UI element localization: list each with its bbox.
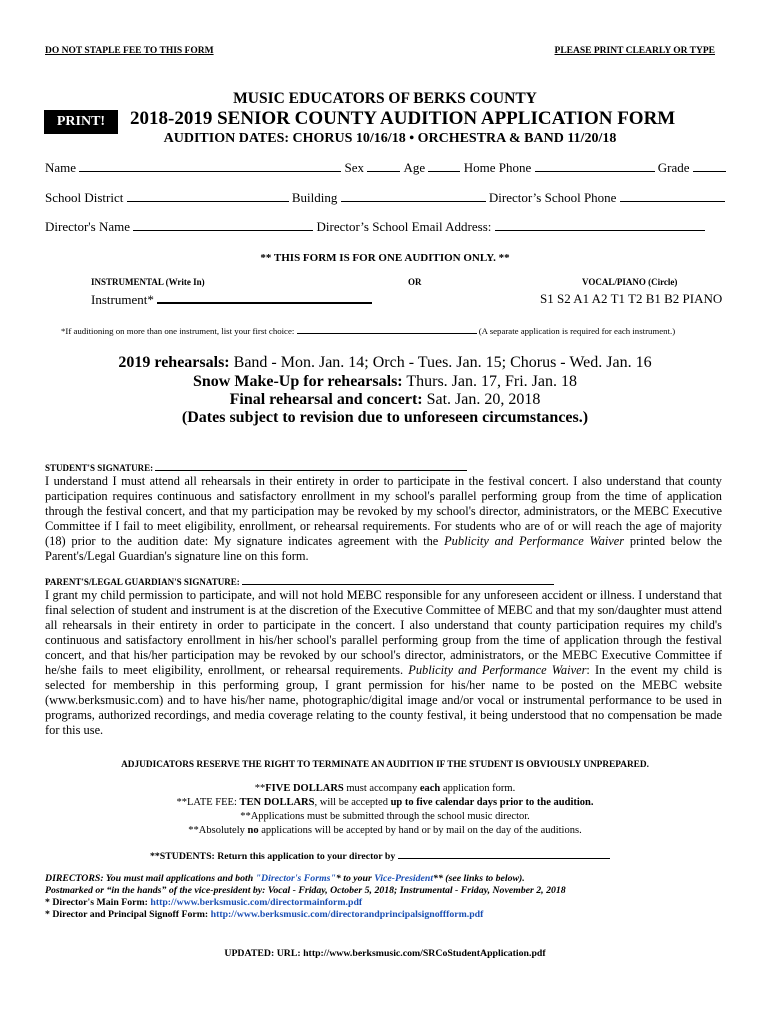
waiver-text: : In the event my child is selected for membership in this performing group, I grant permission for his/her name to be posted on the MEBC website (www.berksmusic.com) and to have his/her name, photographic/digital image and/or vocal or instrumental performance to be used in programs, authorized recordings, and media coverage relating to the county festival, it being understood that no compensation be made for this use. xyxy=(45,663,722,737)
main-form-label: * Director's Main Form: xyxy=(45,897,151,908)
school-district-label: School District xyxy=(45,190,124,205)
student-signature-label: STUDENT'S SIGNATURE: xyxy=(45,463,154,473)
instrument-field[interactable] xyxy=(157,291,372,304)
separate-application-note: (A separate application is required for each instrument.) xyxy=(478,326,676,336)
directors-email-label: Director’s School Email Address: xyxy=(316,219,492,234)
rehearsals-heading: 2019 rehearsals: xyxy=(118,354,230,371)
snow-makeup-line xyxy=(0,373,770,391)
multi-instrument-note: *If auditioning on more than one instrument, list your first choice: xyxy=(61,326,295,336)
print-button[interactable]: PRINT! xyxy=(44,110,118,134)
fee-text: must accompany xyxy=(343,783,420,794)
directors-email-field[interactable] xyxy=(495,219,705,231)
name-row xyxy=(45,160,726,176)
snow-makeup-heading: Snow Make-Up for rehearsals: xyxy=(193,373,403,390)
late-fee-text: , will be accepted xyxy=(314,797,391,808)
sex-label: Sex xyxy=(344,160,365,175)
instrument-label: Instrument* xyxy=(91,292,154,307)
vocal-options[interactable]: S1 S2 A1 A2 T1 T2 B1 B2 PIANO xyxy=(540,291,723,306)
age-field[interactable] xyxy=(428,160,460,172)
no-day-of-text: applications will be accepted by hand or by mail on the day of the auditions. xyxy=(258,825,582,836)
rehearsals-dates: Band - Mon. Jan. 14; Orch - Tues. Jan. 15; Chorus - Wed. Jan. 16 xyxy=(229,354,652,371)
students-return-row xyxy=(150,850,610,862)
name-field[interactable] xyxy=(79,160,341,172)
postmark-deadlines: Postmarked or “in the hands” of the vice-president by: Vocal - Friday, October 5, 2018; Instrumental - Friday, November 2, 2018 xyxy=(45,885,566,896)
one-audition-note: ** THIS FORM IS FOR ONE AUDITION ONLY. ** xyxy=(260,252,510,264)
parent-signature-row xyxy=(45,576,554,587)
directors-phone-label: Director’s School Phone xyxy=(488,190,617,205)
no-day-of-note xyxy=(0,825,770,836)
student-signature-row xyxy=(45,462,467,473)
late-fee-line xyxy=(0,797,770,808)
submission-note: **Applications must be submitted through the school music director. xyxy=(240,811,530,822)
main-form-row xyxy=(45,897,362,908)
school-district-field[interactable] xyxy=(127,190,289,202)
no-day-of-emphasis: no xyxy=(247,825,259,836)
signoff-form-row xyxy=(45,909,483,920)
grade-label: Grade xyxy=(657,160,690,175)
home-phone-label: Home Phone xyxy=(463,160,532,175)
student-agreement-end: printed below the Parent's/Legal Guardian's signature line on this form. xyxy=(45,534,723,563)
dates-disclaimer: (Dates subject to revision due to unforeseen circumstances.) xyxy=(181,409,589,426)
director-row xyxy=(45,219,705,235)
organization-name: MUSIC EDUCATORS OF BERKS COUNTY xyxy=(233,90,537,107)
final-rehearsal-heading: Final rehearsal and concert: xyxy=(229,391,423,408)
directors-forms-link[interactable]: "Director's Forms" xyxy=(255,873,336,884)
sex-field[interactable] xyxy=(367,160,400,172)
audition-dates: AUDITION DATES: CHORUS 10/16/18 • ORCHESTRA & BAND 11/20/18 xyxy=(163,131,617,146)
name-label: Name xyxy=(45,160,77,175)
home-phone-field[interactable] xyxy=(535,160,655,172)
directors-phone-field[interactable] xyxy=(620,190,725,202)
late-fee-amount: TEN DOLLARS xyxy=(239,797,315,808)
students-return-label: **STUDENTS: Return this application to your director by xyxy=(150,851,396,862)
parent-agreement-text: I grant my child permission to participate, and will not hold MEBC responsible for any unforeseen accident or illness. I understand that final selection of student and instrument is at the discretion of the Executive Committee of MEBC and that my son/daughter must attend all rehearsals in their entirety in order to participate in the concert. I also understand that county participation requires my child's continuous and satisfactory enrollment in his/her school's parallel performing group from the time of application through the festival concert, and that his/her participation may be revoked by our school's director, administrators, or the MEBC Executive Committee if he/she fails to meet eligibility, enrollment, or rehearsal requirements. xyxy=(45,588,722,677)
waiver-heading: Publicity and Performance Waiver xyxy=(408,663,587,677)
school-row xyxy=(45,190,725,206)
multi-instrument-row xyxy=(61,325,675,336)
or-label: OR xyxy=(408,277,422,287)
first-choice-field[interactable] xyxy=(297,325,477,334)
main-form-link[interactable]: http://www.berksmusic.com/directormainform.pdf xyxy=(150,897,363,908)
updated-url: UPDATED: URL: http://www.berksmusic.com/SRCoStudentApplication.pdf xyxy=(224,948,546,959)
vice-president-link[interactable]: Vice-President xyxy=(374,873,434,884)
no-day-of-prefix: **Absolutely xyxy=(188,825,248,836)
rehearsals-line xyxy=(0,354,770,372)
print-clearly-note: PLEASE PRINT CLEARLY OR TYPE xyxy=(554,46,715,56)
parent-agreement xyxy=(45,588,722,738)
snow-makeup-dates: Thurs. Jan. 17, Fri. Jan. 18 xyxy=(402,373,577,390)
final-rehearsal-date: Sat. Jan. 20, 2018 xyxy=(422,391,541,408)
directors-text-3: ** (see links to below). xyxy=(433,873,525,884)
grade-field[interactable] xyxy=(693,160,726,172)
instrument-row xyxy=(91,291,372,308)
building-label: Building xyxy=(291,190,338,205)
directors-text: DIRECTORS: You must mail applications and both xyxy=(45,873,256,884)
form-title: 2018-2019 SENIOR COUNTY AUDITION APPLICATION FORM xyxy=(130,108,676,129)
fee-prefix: ** xyxy=(254,783,266,794)
fee-amount: FIVE DOLLARS xyxy=(265,783,344,794)
parent-signature-label: PARENT'S/LEGAL GUARDIAN'S SIGNATURE: xyxy=(45,577,240,587)
directors-name-field[interactable] xyxy=(133,219,313,231)
building-field[interactable] xyxy=(341,190,486,202)
directors-name-label: Director's Name xyxy=(45,219,131,234)
age-label: Age xyxy=(403,160,426,175)
vocal-label: VOCAL/PIANO (Circle) xyxy=(582,277,678,287)
return-date-field[interactable] xyxy=(398,850,610,859)
late-fee-label: **LATE FEE: xyxy=(176,797,240,808)
adjudicators-note: ADJUDICATORS RESERVE THE RIGHT TO TERMINATE AN AUDITION IF THE STUDENT IS OBVIOUSLY UNPREPARED. xyxy=(121,760,649,770)
final-rehearsal-line xyxy=(0,391,770,409)
signoff-form-link[interactable]: http://www.berksmusic.com/directorandprincipalsignoffform.pdf xyxy=(210,909,484,920)
student-agreement-text: I understand I must attend all rehearsals in their entirety in order to participate in the festival concert. I also understand that county participation requires continuous and satisfactory enrollment in my school's parallel performing group from the time of application through the festival concert, and that my participation may be revoked by my school's director, administrators, or the MEBC Executive Committee if I fail to meet eligibility, enrollment, or rehearsal requirements. For students who are of or will reach the age of majority (18) prior to the audition date: My signature indicates agreement with the xyxy=(45,474,722,548)
instrumental-label: INSTRUMENTAL (Write In) xyxy=(91,277,205,287)
fee-end: application form. xyxy=(440,783,516,794)
directors-instructions xyxy=(45,873,525,884)
fee-line xyxy=(0,783,770,794)
waiver-reference: Publicity and Performance Waiver xyxy=(444,534,625,548)
parent-signature-field[interactable] xyxy=(242,576,554,585)
staple-note: DO NOT STAPLE FEE TO THIS FORM xyxy=(45,46,214,56)
fee-each: each xyxy=(419,783,441,794)
late-fee-deadline: up to five calendar days prior to the audition. xyxy=(390,797,594,808)
signoff-form-label: * Director and Principal Signoff Form: xyxy=(45,909,211,920)
student-signature-field[interactable] xyxy=(155,462,467,471)
directors-text-2: * to your xyxy=(335,873,375,884)
student-agreement xyxy=(45,474,722,564)
